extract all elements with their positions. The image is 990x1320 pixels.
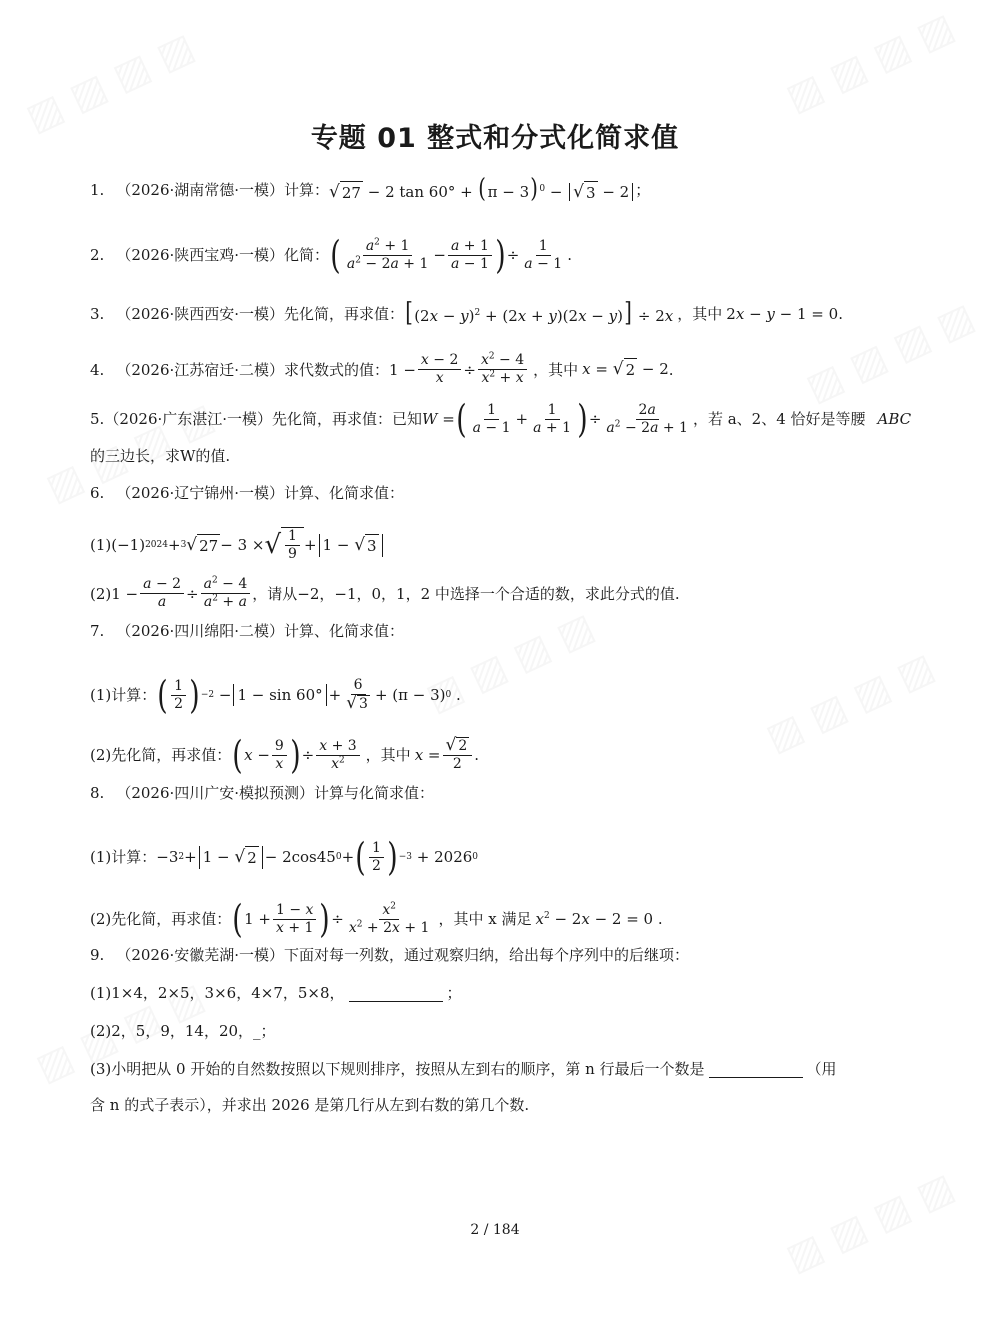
problem-number: 8. (90, 784, 105, 802)
problem-source: （2026·江苏宿迁·二模）求代数式的值： (116, 360, 390, 379)
problem-number: 7. (90, 622, 105, 640)
problem-7 (90, 620, 910, 642)
math-expression: √ 27 − 2 $\tan 60^\circ + (\pi - 3)^0$ − √ 3 − 2 (329, 176, 635, 204)
answer-blank (709, 1061, 803, 1078)
page-number: 2 / 184 (470, 1222, 520, 1238)
problem-number: 1. (90, 181, 105, 199)
problem-source: （2026·安徽芜湖·一模）下面对每一列数，通过观察归纳，给出每个序列中的后继项： (116, 946, 690, 964)
math-expression: ( $\frac{a^2 + 1}{a^2 - 2a + 1}$ − $\frac{a + 1}{a - 1}$ ) ÷ $\frac{1}{a - 1}$ (330, 233, 563, 277)
problem-number: 3. (90, 304, 105, 323)
problem-source: （2026·广东湛江·一模）先化简，再求值：已知 (104, 410, 423, 428)
math-expression: $[(2x - y)^2 + (2x + y)(2x - y)] \div 2x$ (405, 298, 674, 328)
problem-number: 2. (90, 246, 105, 264)
problem-2: 2. （2026·陕西宝鸡·一模）化简： ( $\frac{a^2 + 1}{a^2 - 2a + 1}$ − $\frac{a + 1}{a - 1}$ ) ÷ $\frac{1}{a - 1}$ . (90, 233, 572, 277)
problem-5-line-2: 的三边长，求W的值. (90, 447, 231, 465)
problem-source: （2026·陕西宝鸡·一模）化简： (116, 246, 330, 264)
math-condition: x = √ 2 2 . (414, 735, 480, 772)
problem-3: 3. （2026·陕西西安·一模）先化简，再求值： $[(2x - y)^2 + (2x + y)(2x - y)] \div 2x$ ，其中 2x − y − 1 = 0 . (90, 298, 843, 328)
problem-9-sub-1: (1)1×4，2×5，3×6，4×7，5×8， ； (90, 984, 462, 1002)
math-expression: W = ( $\frac{1}{a - 1}$ + $\frac{1}{a + 1}$ ) ÷ $\frac{2a}{a^2 - 2a + 1}$ (422, 397, 688, 441)
answer-blank (349, 985, 443, 1002)
page-title: 专题 01 整式和分式化简求值 (310, 123, 680, 154)
problem-source: （2026·四川广安·模拟预测）计算与化简求值： (116, 784, 435, 802)
problem-number: 9. (90, 946, 105, 964)
math-condition: 2x − y − 1 = 0 (726, 304, 839, 323)
math-expression: (2)1 − $\frac{a - 2}{a}$ ÷ $\frac{a^2 - 4}{a^2 + a}$ (90, 576, 252, 611)
problem-source: （2026·湖南常德·一模）计算： (116, 181, 330, 199)
problem-7-sub-1: (1)计算： ( $\frac{1}{2}$ ) −2 − 1 − sin 60° + 6 √ 3 + (π − 3) 0 . (90, 673, 461, 717)
problem-source: （2026·四川绵阳·二模）计算、化简求值： (116, 622, 405, 640)
problem-9-sub-2: (2)2，5，9，14，20，_； (90, 1022, 276, 1040)
problem-6-sub-2: (2)1 − $\frac{a - 2}{a}$ ÷ $\frac{a^2 - 4}{a^2 + a}$ ，请从−2，−1，0，1，2 中选择一个合适的数，求此分式的值. (90, 575, 680, 610)
problem-source: （2026·辽宁锦州·一模）计算、化简求值： (116, 484, 405, 502)
math-expression: (1)(−1) 2024 + 3 √ 27 − 3 × √ $\frac{1}{9}$ + 1 − √ 3 (90, 527, 385, 563)
math-condition: x = √ 2 − 2 (582, 359, 669, 379)
problem-9-sub-3: (3)小明把从 0 开始的自然数按照以下规则排序，按照从左到右的顺序，第 n 行最后一个数是 （用 (90, 1060, 837, 1078)
math-expression: −3 2 + 1 − √ 2 − 2cos45 0 + ( $\frac{1}{2}$ ) −3 + 2026 0 (156, 835, 479, 879)
watermark (779, 4, 961, 120)
problem-8-sub-1: (1)计算： −3 2 + 1 − √ 2 − 2cos45 0 + ( $\frac{1}{2}$ ) −3 + 2026 0 (90, 835, 479, 879)
math-condition: $x^2 - 2x - 2 = 0$ . (535, 910, 663, 928)
problem-number: 4. (90, 360, 105, 379)
problem-source: （2026·陕西西安·一模）先化简，再求值： (116, 304, 405, 323)
problem-8 (90, 782, 910, 804)
problem-6-sub-1 (90, 527, 910, 563)
math-expression: ( 1 + $\frac{1 - x}{x + 1}$ ) ÷ $\frac{x^2}{x^2 + 2x + 1}$ (232, 897, 430, 941)
problem-5: 5. （2026·广东湛江·一模）先化简，再求值：已知 W = ( $\frac{1}{a - 1}$ + $\frac{1}{a + 1}$ ) ÷ $\frac{2a}{a^2 - 2a + 1}$ ，若 a、2、4 恰好是等腰 ABC (90, 397, 912, 441)
problem-7-sub-2: (2)先化简，再求值： ( x − $\frac{9}{x}$ ) ÷ $\frac{x + 3}{x^2}$ ，其中 x = √ 2 2 . (90, 733, 480, 777)
problem-number: 6. (90, 484, 105, 502)
problem-number: 5. (90, 410, 105, 428)
problem-6 (90, 482, 910, 504)
math-expression: ( $\frac{1}{2}$ ) −2 − 1 − sin 60° + 6 √ 3 + (π − 3) 0 . (157, 673, 461, 717)
math-expression: 1 − $\frac{x - 2}{x}$ ÷ $\frac{x^2 - 4}{x^2 + x}$ (389, 352, 529, 387)
problem-9-sub-3-line-2: 含 n 的式子表示），并求出 2026 是第几行从左到右数的第几个数. (90, 1096, 530, 1114)
problem-8-sub-2: (2)先化简，再求值： ( 1 + $\frac{1 - x}{x + 1}$ ) ÷ $\frac{x^2}{x^2 + 2x + 1}$ ，其中 x 满足 $x^2 - 2x - 2 = 0$ . (90, 897, 663, 941)
problem-1: 1. （2026·湖南常德·一模）计算： √ 27 − 2 $\tan 60^\circ + (\pi - 3)^0$ − √ 3 − 2 ； (90, 174, 651, 204)
math-expression: ( x − $\frac{9}{x}$ ) ÷ $\frac{x + 3}{x^2}$ (231, 736, 361, 774)
problem-9 (90, 944, 910, 966)
problem-4: 4. （2026·江苏宿迁·二模）求代数式的值： 1 − $\frac{x - 2}{x}$ ÷ $\frac{x^2 - 4}{x^2 + x}$ ，其中 x = √ 2 − 2 . (90, 351, 674, 386)
